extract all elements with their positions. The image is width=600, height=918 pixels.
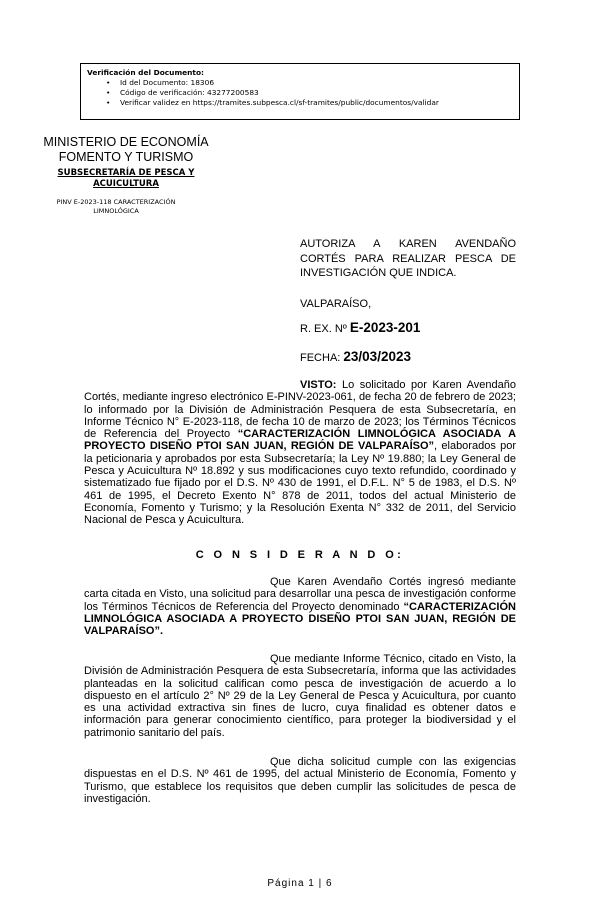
rex-number: E-2023-201: [349, 320, 421, 335]
resolution-place: VALPARAÍSO,: [300, 298, 372, 310]
ministry-line-2: FOMENTO Y TURISMO: [58, 150, 194, 164]
considerando-p3-text: Que dicha solicitud cumple con las exigencias dispuestas en el D.S. Nº 461 de 1995, del actual Ministerio de Economía, Fomento y Turismo, que establece los requisitos que deben cumplir las solicitudes de pesca de investigación.: [84, 756, 516, 805]
visto-paragraph: [84, 379, 516, 527]
considerando-paragraph-1: [84, 576, 516, 637]
reference-line-1: PINV E-2023-118 CARACTERIZACIÓN: [56, 198, 176, 206]
verification-list: [87, 78, 513, 108]
verification-box: [80, 63, 520, 120]
resolution-number: [300, 322, 600, 335]
visto-text-after: , elaborados por la peticionaria y aprobados por esta Subsecretaría; la Ley Nº 19.880; la Ley General de Pesca y Acuicultura Nº 18.892 y sus modificaciones cuyo texto refundido, coordinado y sistematizado fue fijado por el D.S. Nº 430 de 1991, el D.F.L. N° 5 de 1983, el D.S. Nº 461 de 1995, el Decreto Exento N° 878 de 2011, todos del actual Ministerio de Economía, Fomento y Turismo; y la Resolución Exenta N° 332 de 2011, del Servicio Nacional de Pesca y Acuicultura.: [84, 440, 516, 527]
fecha-value: 23/03/2023: [343, 349, 411, 364]
reference-line-2: LIMNOLÓGICA: [93, 207, 139, 215]
verification-url[interactable]: • Verificar validez en https://tramites.subpesca.cl/sf-tramites/public/documentos/validar: [120, 98, 513, 108]
considerando-p2-text: Que mediante Informe Técnico, citado en Visto, la División de Administración Pesquera de esta Subsecretaría, informa que las actividades planteadas en la solicitud califican como pesca de investigación de acuerdo a lo dispuesto en el artículo 2° Nº 29 de la Ley General de Pesca y Acuicultura, por cuanto es una actividad extractiva sin fines de lucro, cuya finalidad es obtener datos e información para generar conocimiento científico, para proteger la biodiversidad y el patrimonio sanitario del país.: [84, 653, 516, 739]
subsecretaria-line-1: SUBSECRETARÍA DE PESCA Y: [57, 168, 195, 178]
visto-label: VISTO:: [300, 379, 337, 391]
page-number: Página 1 | 6: [267, 878, 333, 889]
subsecretaria-line-2: ACUICULTURA: [93, 179, 159, 189]
ministry-line-1: MINISTERIO DE ECONOMÍA: [43, 135, 209, 149]
subsecretaria-name: [36, 168, 216, 190]
considerando-p1-text: Que Karen Avendaño Cortés ingresó mediante carta citada en Visto, una solicitud para desarrollar una pesca de investigación conforme los Términos Técnicos de Referencia del Proyecto denominado: [84, 576, 516, 613]
rex-label: R. EX. Nº: [300, 323, 347, 335]
verification-title: Verificación del Documento:: [87, 68, 204, 77]
considerando-paragraph-2: [84, 653, 516, 739]
fecha-label: FECHA:: [300, 352, 341, 364]
resolution-title: AUTORIZA A KAREN AVENDAÑO CORTÉS PARA REALIZAR PESCA DE INVESTIGACIÓN QUE INDICA.: [300, 238, 516, 279]
ministry-name: [36, 135, 216, 165]
document-reference: [36, 198, 196, 216]
document-id: • Id del Documento: 18306: [120, 78, 513, 88]
visto-project-name: “CARACTERIZACIÓN LIMNOLÓGICA ASOCIADA A PROYECTO DISEÑO PTOI SAN JUAN, REGIÓN DE VALPARAÍSO”: [84, 428, 517, 453]
verification-code: • Código de verificación: 43277200583: [120, 88, 513, 98]
considerando-p1-project: “CARACTERIZACIÓN LIMNOLÓGICA ASOCIADA A PROYECTO DISEÑO PTOI SAN JUAN, REGIÓN DE VALPARAÍSO”.: [84, 600, 516, 638]
resolution-date: [300, 351, 600, 364]
visto-text-before: Lo solicitado por Karen Avendaño Cortés, mediante ingreso electrónico E-PINV-2023-061, de fecha 20 de febrero de 2023; lo informado por la División de Administración Pesquera de esta Subsecretaría, en Informe Técnico N° E-2023-118, de fecha 10 de marzo de 2023; los Términos Técnicos de Referencia del Proyecto: [84, 379, 516, 441]
considerando-paragraph-3: [84, 756, 516, 805]
considerando-heading: C O N S I D E R A N D O:: [195, 549, 405, 561]
